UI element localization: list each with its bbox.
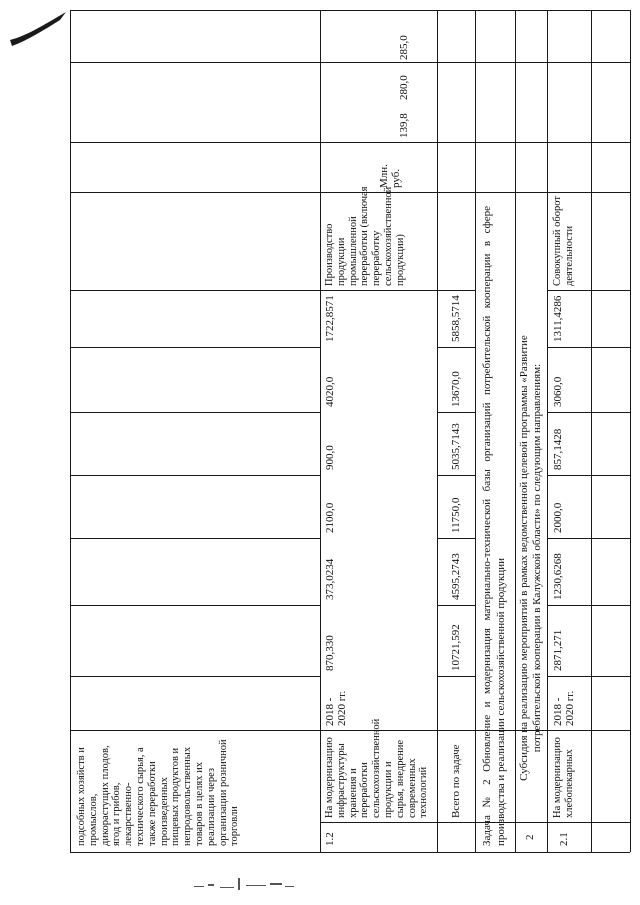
row-2-1-extra: 3060,0	[552, 376, 564, 407]
row-1-2-unit: Млн. руб.	[378, 164, 402, 188]
row-2-1-period: 2018 - 2020 гг.	[552, 690, 576, 726]
row-1-2-period: 2018 - 2020 гг.	[324, 690, 348, 726]
total-federal: 4595,2743	[450, 553, 462, 600]
task-2-text: Задача № 2 Обновление и модернизация материально-технической базы организаций потребительской кооперации в сфере производства и реализации сельскохозяйственной продукции	[481, 206, 507, 846]
row-1-2-total: 870,330	[324, 635, 336, 671]
prev-item-indicator-value: 285,0	[398, 35, 410, 60]
row-2-1-total: 2871,271	[552, 629, 564, 671]
row-1-2-extra: 4020,0	[324, 376, 336, 407]
row-1-2-2018: 139,8	[398, 113, 410, 138]
row-2-text: Субсидия на реализацию мероприятий в рамках ведомственной целевой программы «Развитие потребительской кооперации в Калужской области» по следующим направлениям:	[518, 335, 543, 781]
total-local: 5035,7143	[450, 423, 462, 470]
row-1-2-text: На модернизацию инфраструктуры хранения и переработки сельскохозяйственной продукции и сырья, внедрение современных технологий	[324, 718, 430, 818]
scan-artifact-mark	[8, 10, 68, 52]
total-regional: 11750,0	[450, 497, 462, 533]
row-2-1-local: 857,1428	[552, 428, 564, 470]
row-2-1-text: На модернизацию хлебопекарных	[552, 737, 575, 818]
row-1-2-local: 900,0	[324, 445, 336, 470]
total-total: 10721,592	[450, 624, 462, 671]
scan-artifact-noise	[190, 872, 300, 894]
prev-item-text: подсобных хозяйств и промыслов, дикорастущих плодов, ягод и грибов, лекарственно-технического сырья, а также переработки произведенных пищевых продуктов и непродовольственных товаров в целях их реализации через организации розничной торговли	[76, 739, 241, 846]
row-2-1-indicator: Совокупный оборот деятельности	[552, 196, 575, 286]
total-label: Всего по задаче	[450, 744, 462, 818]
row-1-2-other: 1722,8571	[324, 295, 336, 342]
row-2-1-regional: 2000,0	[552, 502, 564, 533]
row-2-1-num: 2.1	[558, 832, 570, 846]
total-extra: 13670,0	[450, 371, 462, 407]
row-2-1-other: 1311,4286	[552, 295, 564, 342]
row-1-2-federal: 373,0234	[324, 558, 336, 600]
row-1-2-num: 1.2	[324, 832, 336, 846]
row-1-2-2019: 280,0	[398, 75, 410, 100]
row-1-2-regional: 2100,0	[324, 502, 336, 533]
total-other: 5858,5714	[450, 295, 462, 342]
row-1-2-indicator: Производство продукции промышленной переработки (включая переработку сельскохозяйственной продукции)	[324, 186, 406, 286]
row-2-num: 2	[524, 834, 536, 840]
row-2-1-federal: 1230,6268	[552, 553, 564, 600]
